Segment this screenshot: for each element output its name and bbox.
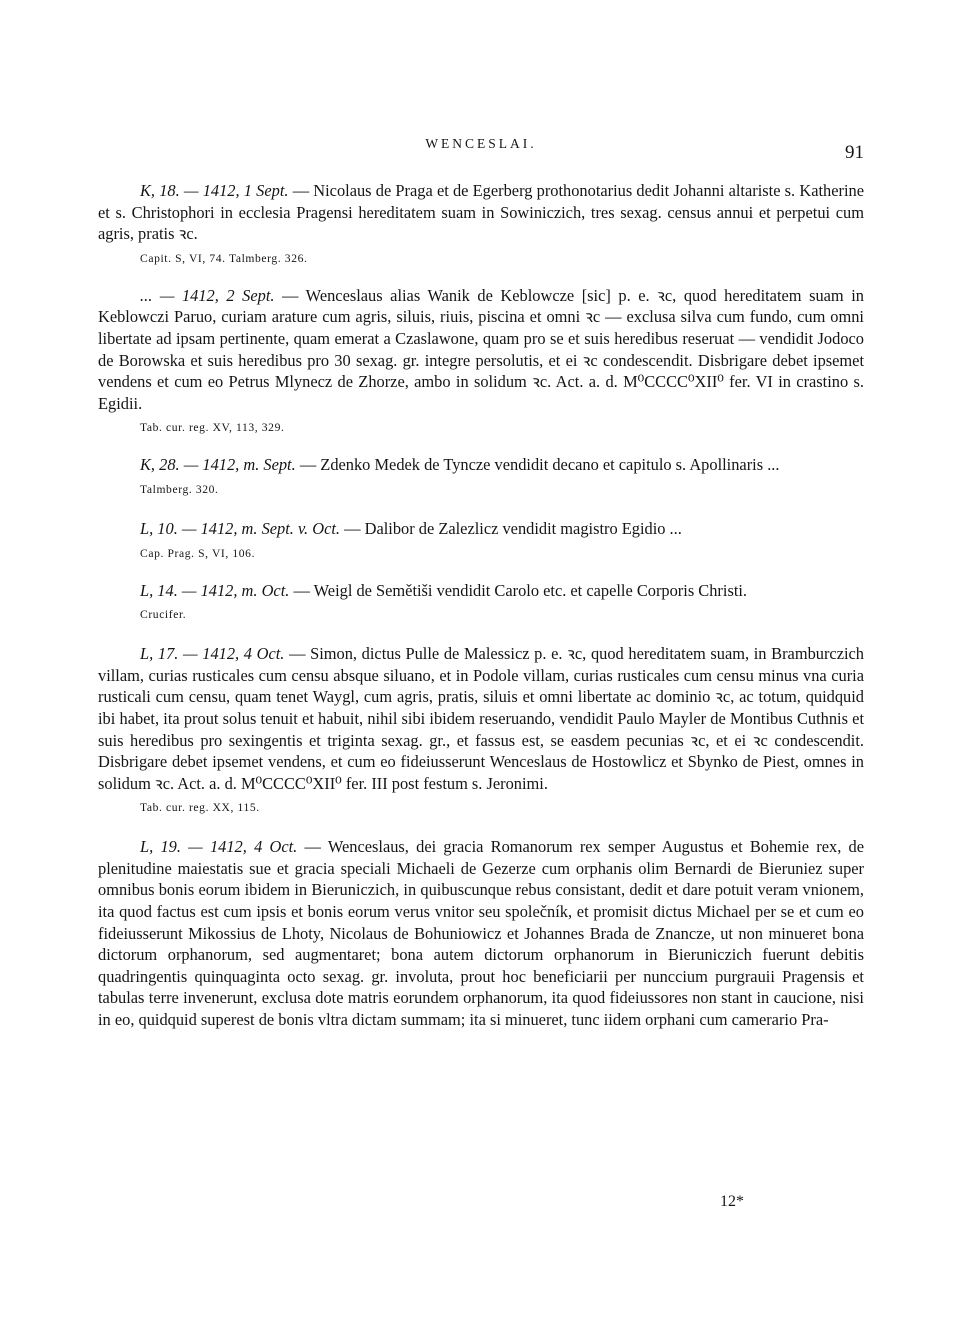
document-page [98, 132, 864, 1031]
page-number: 91 [845, 142, 864, 163]
entry-source: Cap. Prag. S, VI, 106. [140, 546, 256, 560]
entry-paragraph [98, 518, 864, 540]
entry-text: — Dalibor de Zalezlicz vendidit magistro Egidio ... [340, 518, 682, 538]
entry-reference: L, 14. — 1412, m. Oct. [140, 580, 290, 600]
regest-entry [98, 580, 864, 624]
regest-entry [98, 836, 864, 1030]
entry-paragraph [98, 580, 864, 602]
entry-paragraph [98, 454, 864, 476]
running-head [98, 132, 864, 168]
entry-reference: K, 28. — 1412, m. Sept. [140, 455, 296, 475]
entry-paragraph [98, 836, 864, 1030]
entry-source: Crucifer. [140, 608, 187, 622]
sheet-signature: 12* [720, 1193, 744, 1210]
entry-reference: ... — 1412, 2 Sept. [140, 285, 275, 305]
regest-entry [98, 285, 864, 437]
regest-entry [98, 180, 864, 267]
regest-entry [98, 518, 864, 562]
entry-reference: L, 10. — 1412, m. Sept. v. Oct. [140, 518, 341, 538]
entry-reference: K, 18. — 1412, 1 Sept. [140, 181, 289, 200]
entry-reference: L, 17. — 1412, 4 Oct. [140, 644, 285, 664]
entry-text: — Nicolaus de Praga et de Egerberg prothonotarius dedit Johanni altariste s. Katherine et s. Christophori in ecclesia Pragensi hereditatem suam in Sowiniczich, tres sexag. census annui et perpetui cum agris, pratis ꝛc. [98, 181, 864, 244]
entry-paragraph [98, 643, 864, 794]
regest-entry [98, 643, 864, 816]
entry-reference: L, 19. — 1412, 4 Oct. [140, 837, 298, 857]
running-title: WENCESLAI. [425, 136, 537, 151]
entry-text: — Wenceslaus, dei gracia Romanorum rex semper Augustus et Bohemie rex, de plenitudine maiestatis sue et gracia speciali Michaeli de Gezerze cum orphanis olim Bernardi de Bieruniez super omnibus bonis eorum ibidem in Bieruniczich, in quibuscunque rebus consistant, dedit et dare potuit veram vnionem, ita quod factus est cum ipsis et bonis eorum verus vnitor seu společník, et promisit dictus Michael per se et cum eo fideiusserunt Mikossius de Lhoty, Nicolaus de Bohuniowicz et Johannes Brada de Znancze, ut non minueret bona dictorum orphanorum, sed augmentaret; bona autem dictorum orphanorum in Bieruniczich fuerunt debitis quadringentis quinquaginta octo sexag. gr. involuta, prout hoc beneficiarii per nunccium purgrauii Pragensis et tabulas terre invenerunt, exclusa dote matris eorundem orphanorum, ita quod fideiussores non stant in caucione, nisi in eo, quidquid superest de bonis vltra dictam summam; ita si minueret, tunc iidem orphani cum camerario Pra- [98, 837, 865, 1030]
entry-text: — Zdenko Medek de Tyncze vendidit decano et capitulo s. Apollinaris ... [295, 455, 780, 475]
entry-paragraph [98, 180, 864, 245]
entry-source: Tab. cur. reg. XV, 113, 329. [140, 421, 285, 435]
entry-source: Talmberg. 320. [140, 482, 219, 496]
entry-text: — Wenceslaus alias Wanik de Keblowcze [sic] p. e. ꝛc, quod hereditatem suam in Keblowczi Paruo, curiam arature cum agris, siluis, riuis, piscina et omni ꝛc — exclusa silva cum fundo, cum omni libertate ad ipsam pertinente, quam emerat a Czaslawone, quam pro se et suis heredibus reseruat — vendidit Jodoco de Borowska et suis heredibus pro 30 sexag. gr. integre persolutis, et ei ꝛc condescendit. Disbrigare debet ipsemet vendens et cum eo Petrus Mlynecz de Zhorze, ambo in solidum ꝛc. Act. a. d. M⁰CCCC⁰XII⁰ fer. VI in crastino s. Egidii. [98, 285, 864, 413]
entry-text: — Weigl de Semětiši vendidit Carolo etc. et capelle Corporis Christi. [289, 580, 748, 600]
entry-source: Capit. S, VI, 74. Talmberg. 326. [140, 251, 308, 265]
entry-text: — Simon, dictus Pulle de Malessicz p. e. ꝛc, quod hereditatem suam, in Bramburczich villam, curias rusticales cum censu absque siluano, et in Podole villam, curias rusticales cum censu minus vna curia rusticali cum censu, quam tenet Waygl, cum agris, pratis, siluis et omni libertate ac dominio ꝛc, ac totum, quidquid ibi habet, ita prout solus tenuit et habuit, nihil sibi ibidem reseruando, vendidit Paulo Mayler de Montibus Cuthnis et suis heredibus pro sexingentis et triginta sexag. gr., et fassus est, se easdem pecunias ꝛc, et ei ꝛc condescendit. Disbrigare debet ipsemet vendens, et cum eo fideiusserunt Wenceslaus de Hostowlicz et Sbynko de Piest, omnes in solidum ꝛc. Act. a. d. M⁰CCCC⁰XII⁰ fer. III post festum s. Jeronimi. [98, 644, 864, 793]
entry-source: Tab. cur. reg. XX, 115. [140, 801, 260, 815]
regest-entry [98, 454, 864, 498]
entry-paragraph [98, 285, 864, 415]
